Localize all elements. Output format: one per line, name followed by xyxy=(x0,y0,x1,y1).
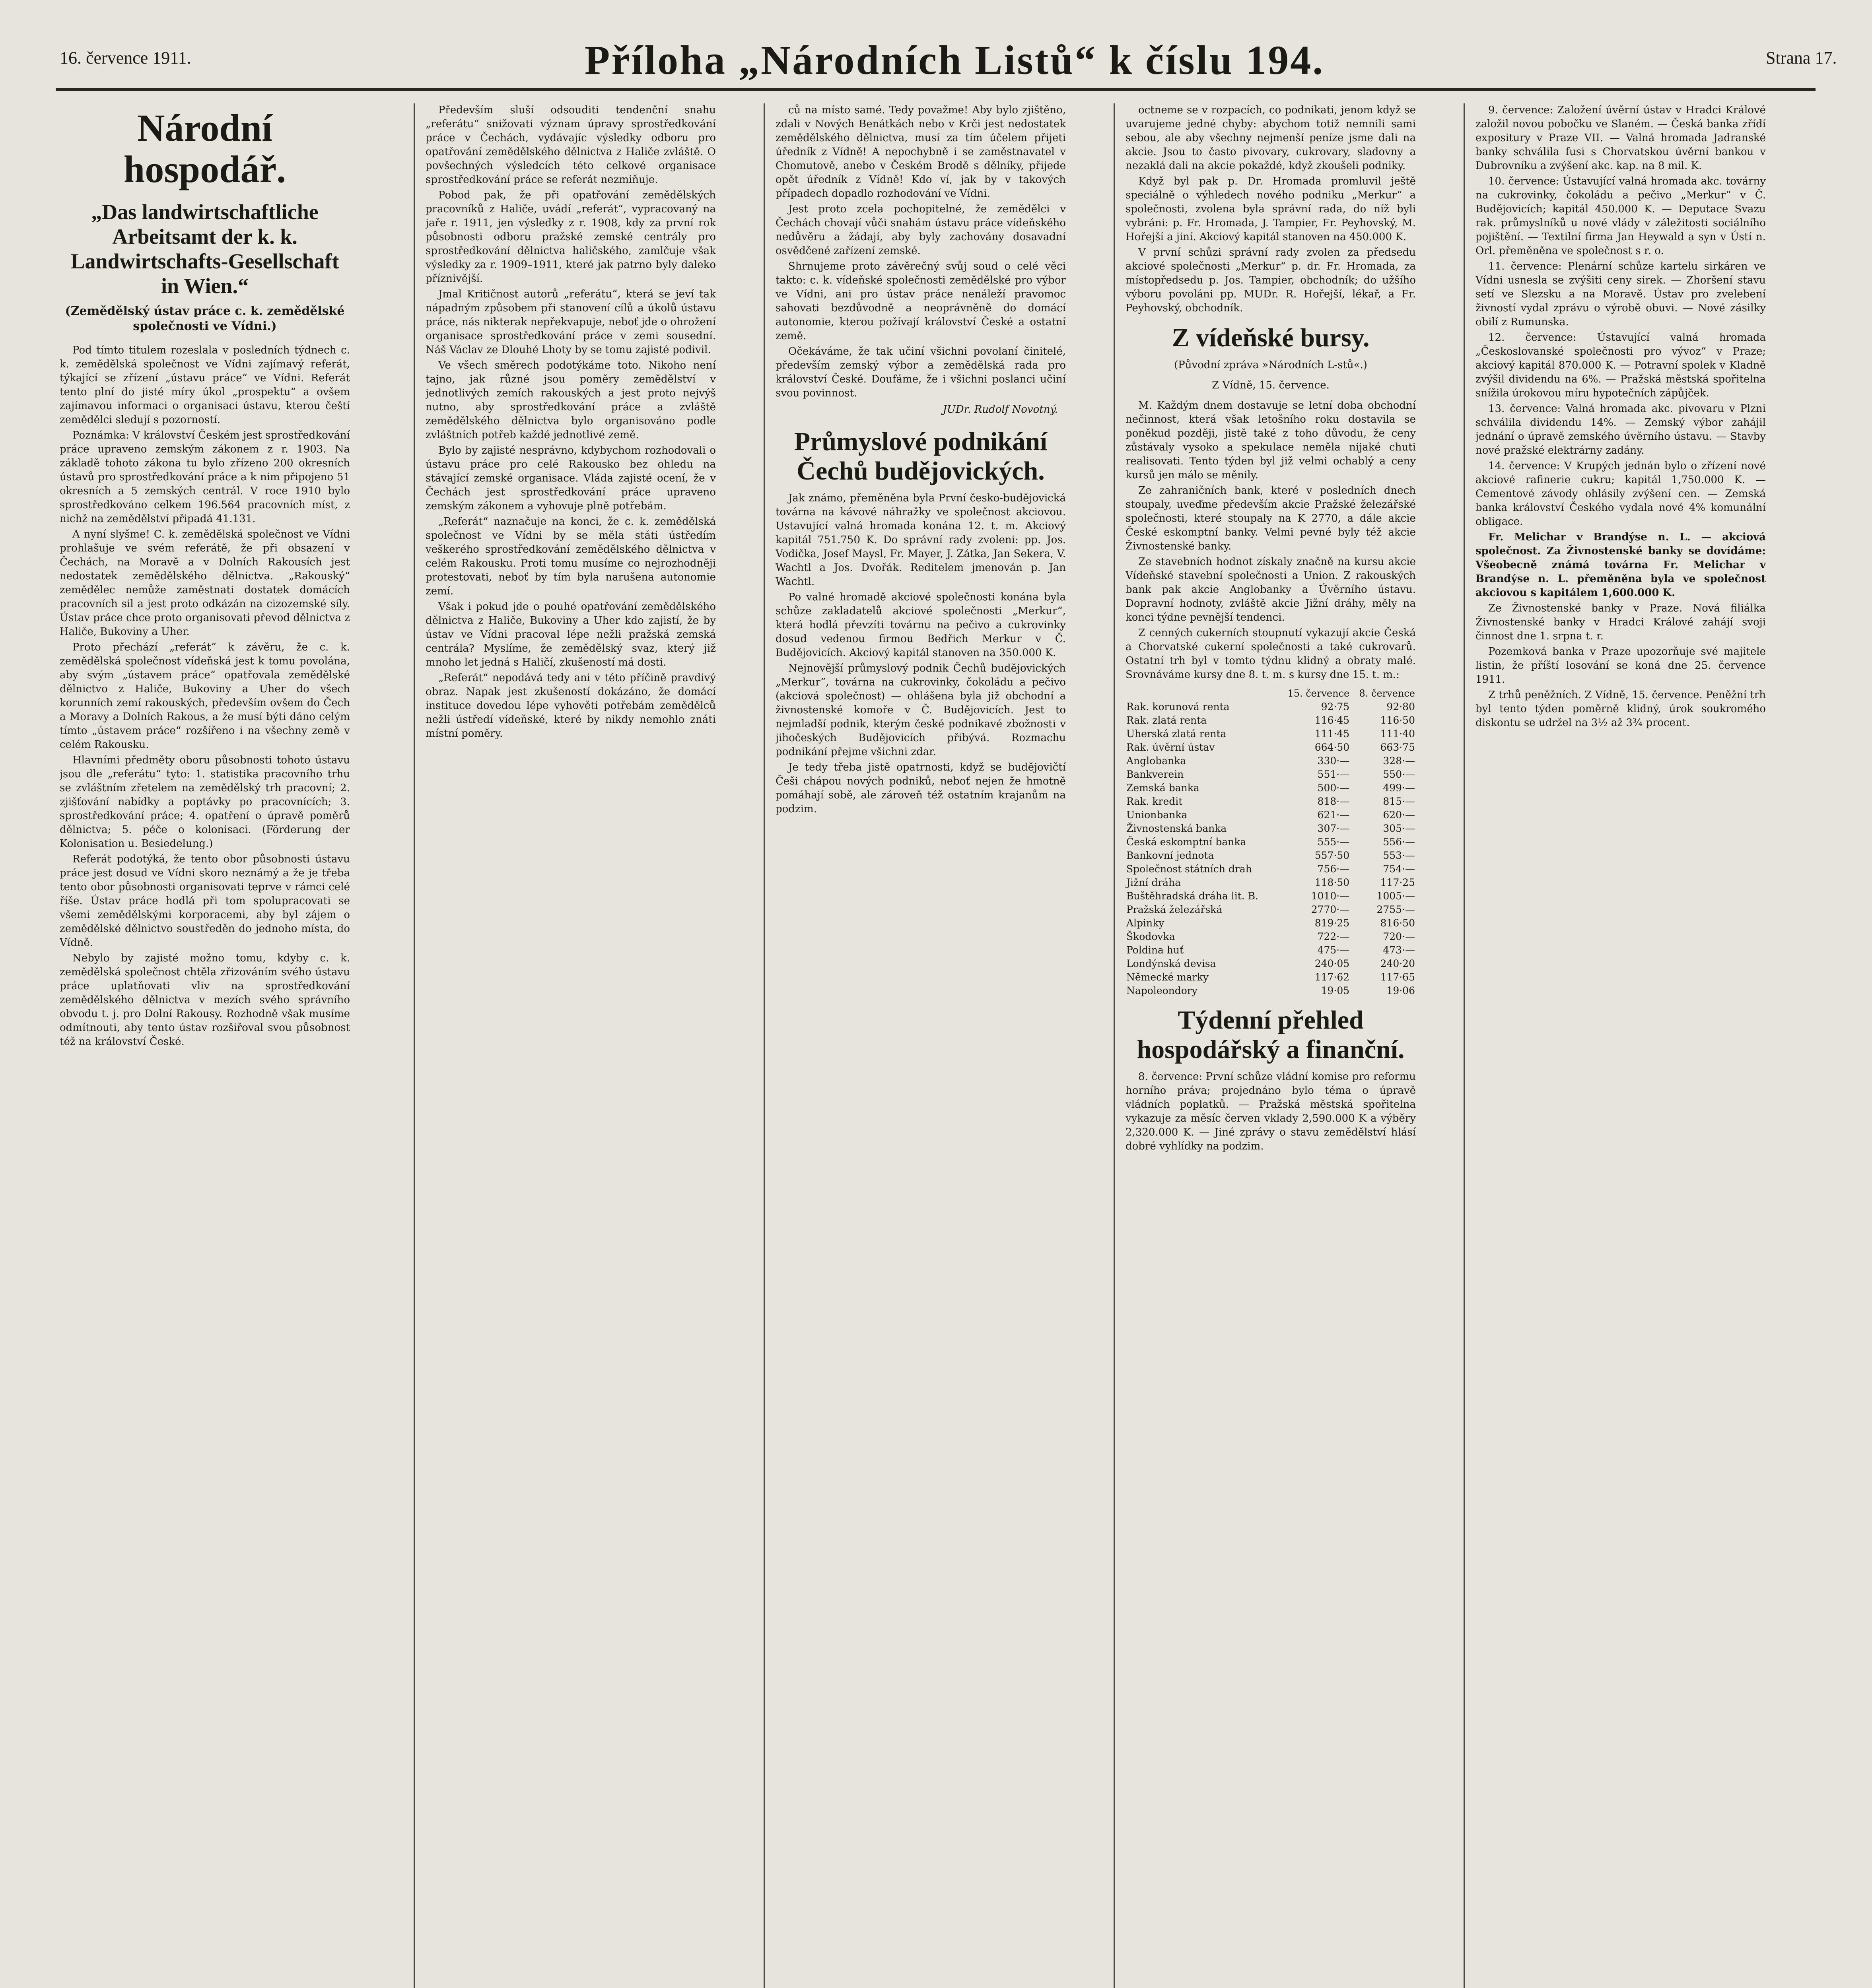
security-name-cell: Pražská železářská xyxy=(1126,904,1223,915)
paragraph: Ze zahraničních bank, které v posledních dnech stoupaly, uveďme především akcie Pražské železářské společnosti, které stoupaly na K 2770, a dále akcie České eskomptní banky. Velmi pevné byly též akcie Živnostenské banky. xyxy=(1126,485,1416,552)
paragraph: V první schůzi správní rady zvolen za předsedu akciové společnosti „Merkur“ p. dr. Fr. Hromada, za místopředsedu p. Jos. Tampier, obchodník; do užšího výboru povoláni pp. MUDr. R. Hořejší, lékař, a Fr. Peyhovský, obchodník. xyxy=(1126,247,1416,314)
column-2 xyxy=(426,103,716,1988)
paragraph: Poznámka: V království Českém jest sprostředkování práce upraveno zemským zákonem z r. 1903. Na základě tohoto zákona tu bylo zřízeno 200 okresních ústavů pro sprostředkování práce a k nim připojeno 51 okresních a 5 zemských centrál. V roce 1910 bylo sprostředkováno celkem 196.564 pracovních míst, z nichž na zemědělství připadá 41.131. xyxy=(60,429,350,525)
article-title: „Das landwirtschaftliche Arbeitsamt der k. k. Landwirtschafts-Gesellschaft in Wien.“ xyxy=(70,200,339,298)
rate-cell: 117·62 xyxy=(1314,971,1350,983)
paragraph: „Referát“ nepodává tedy ani v této příčině pravdivý obraz. Napak jest zkušeností dokázáno, že domácí instituce dovedou lépe vyhověti potřebám zemědělců nežli ústředí vídeňské, které by nikdy nemohlo znáti místní poměry. xyxy=(426,672,716,740)
paragraph: Po valné hromadě akciové společnosti konána byla schůze zakladatelů akciové společnosti „Merkur“, která hodlá převzíti továrnu na pečivo a cukrovinky dosud vedenou firmou Bedřich Merkur v Č. Budějovicích. Akciový kapitál stanoven na 350.000 K. xyxy=(776,591,1066,659)
paragraph: Bylo by zajisté nesprávno, kdybychom rozhodovali o ústavu práce pro celé Rakousko bez ohledu na stávající zemské organisace. Vláda zajisté ocení, že v Čechách jest sprostředkování práce upraveno zemským zákonem a vyhovuje plně potřebám. xyxy=(426,445,716,512)
paragraph: Pobod pak, že při opatřování zemědělských pracovníků z Haliče, uvádí „referát“, vypracovaný na jaře r. 1911, jen výsledky z r. 1908, kdy za první rok působnosti odboru pražské zemské centrály pro sprostředkování dělnictva haličského, zamlčuje však výsledky za r. 1909–1911, které jak patrno byly daleko příznivější. xyxy=(426,189,716,285)
rate-cell: 117·65 xyxy=(1380,971,1415,983)
paragraph: 9. července: Založení úvěrní ústav v Hradci Králové založil novou pobočku ve Slaném. — Česká banka zřídí expositury v Praze VII. — Valná hromada Jadranské banky schválila fusi s Chorvatskou úvěrní bankou v Dubrovníku a zvýšení akc. kap. na 8 mil. K. xyxy=(1475,104,1766,172)
rate-cell: 307·— xyxy=(1317,823,1350,834)
paragraph: Když byl pak p. Dr. Hromada promluvil ještě speciálně o výhledech nového podniku „Merkur“ a společnosti, zvolena byla správní rada, do níž byli vybráni: p. Fr. Hromada, J. Tampier, Fr. Peyhovský, M. Hořejší a jiní. Akciový kapitál stanoven na 450.000 K. xyxy=(1126,175,1416,243)
rate-cell: 815·— xyxy=(1383,796,1415,807)
paragraph: Však i pokud jde o pouhé opatřování zemědělského dělnictva z Haliče, Bukoviny a Uher kdo zajistí, že by ústav ve Vídni pracoval lépe nežli pražská zemská centrála? Myslíme, že zemědělský svaz, který již mnoho let jedná s Haličí, zkušeností má dosti. xyxy=(426,601,716,668)
security-name-cell: Buštěhradská dráha lit. B. xyxy=(1126,890,1258,902)
table-row xyxy=(1126,916,1416,930)
paragraph: 12. července: Ústavující valná hromada „Českoslovanské společnosti pro vývoz“ v Praze; akciový kapitál 870.000 K. — Potravní spolek v Kladně zvýšil dividendu na 6%. — Pražská městská spořitelna snížila úrokovou míru hypotečních zápůjček. xyxy=(1475,332,1766,399)
table-row xyxy=(1126,889,1416,903)
rate-cell: 551·— xyxy=(1317,769,1350,780)
paragraph: Nejnovější průmyslový podnik Čechů budějovických „Merkur“, továrna na cukrovinky, čokoládu a pečivo (akciová společnost) — ohlášena byla již obchodní a živnostenské komoře v Č. Budějovicích. Jest to nejmladší podnik, kterým české podnikavé zbožnosti v jihočeských Budějovicích přibývá. Rozmachu podnikání přejme všichni zdar. xyxy=(776,662,1066,758)
rate-cell: 19·05 xyxy=(1321,985,1350,996)
rate-cell: 556·— xyxy=(1383,836,1415,848)
exchange-rates-body xyxy=(1126,700,1416,998)
paragraph: A nyní slyšme! C. k. zemědělská společnost ve Vídni prohlašuje ve svém referátě, že při obsazení v Čechách, na Moravě a v Dolních Rakousích jest nedostatek zemědělského dělnictva. „Rakouský“ zemědělec nemůže zaměstnati dostatek domácích pracovních sil a jest proto odkázán na cizozemské síly. Ústav práce chce proto organisovati převod dělnictva z Haliče, Bukoviny a Uher. xyxy=(60,528,350,638)
security-name-cell: Zemská banka xyxy=(1126,782,1199,794)
paragraph: Jak známo, přeměněna byla První česko-budějovická továrna na kávové náhražky ve společnost akciovou. Ustavující valná hromada konána 12. t. m. Akciový kapitál 751.750 K. Do správní rady zvoleni: pp. Jos. Vodička, Josef Maysl, Fr. Mayer, J. Zátka, Jan Sekera, V. Wachtl a Jos. Dvořák. Reditelem jmenován p. Jan Wachtl. xyxy=(776,492,1066,588)
paragraph: 13. července: Valná hromada akc. pivovaru v Plzni schválila dividendu 14%. — Zemský výbor zahájil jednání o úpravě zemského úvěrního ústavu. — Stavby nové pražské elektrárny zadány. xyxy=(1475,403,1766,456)
table-row xyxy=(1126,727,1416,741)
section-heading-tydenni-prehled: Týdenní přehled hospodářský a finanční. xyxy=(1137,1006,1405,1064)
paragraph: M. Každým dnem dostavuje se letní doba obchodní nečinnost, která však letošního roku dostavila se poněkud později, jistě také z toho důvodu, že ceny zůstávaly vysoko a spekulace neměla nijaké chuti realisovati. Tento týden byl již velmi ochablý a ceny kursů jen málo se měnily. xyxy=(1126,400,1416,481)
paragraph: 14. července: V Krupých jednán bylo o zřízení nové akciové rafinerie cukru; kapitál 1,750.000 K. — Cementové závody ohlásily zvýšení cen. — Zemská banka království Českého vydala nové 4% komunální obligace. xyxy=(1475,460,1766,528)
table-row xyxy=(1126,930,1416,944)
paragraph: octneme se v rozpacích, co podnikati, jenom když se uvarujeme jedné chyby: abychom totiž nemnili sami sebou, ale aby všechny nejmenší peníze jsme dali na akcie. Jsou to často pivovary, cukrovary, sladovny a nezaklá dali na akcie pokaždé, když zkoušeli podniky. xyxy=(1126,104,1416,172)
paragraph: Ve všech směrech podotýkáme toto. Nikoho není tajno, jak různé jsou poměry zemědělství v jednotlivých zemích rakouských a jest proto nejvýš nutno, aby sprostředkování práce a zvláště zemědělského dělnictva bylo organisováno podle zvláštních potřeb každé jednotlivé země. xyxy=(426,359,716,441)
rate-cell: 722·— xyxy=(1317,931,1350,942)
paragraph: Z trhů peněžních. Z Vídně, 15. července. Peněžní trh byl tento týden poměrně klidný, úrok soukromého diskontu se udržel na 3½ až 3¾ procent. xyxy=(1475,689,1766,729)
section-heading-z-videnske-bursy: Z vídeňské bursy. xyxy=(1172,323,1370,352)
rate-cell: 328·— xyxy=(1383,755,1415,767)
paragraph: Hlavními předměty oboru působnosti tohoto ústavu jsou dle „referátu“ tyto: 1. statistika pracovního trhu se zvláštním zřetelem na zemědělský trh pracovní; 2. zjišťování nabídky a poptávky po pracovnících; 3. sprostředkování práce; 4. opatření o úpravě poměrů dělnictva; 5. péče o kolonisaci. (Förderung der Kolonisation u. Besiedelung.) xyxy=(60,754,350,850)
exchange-rates-table xyxy=(1126,687,1416,998)
rate-cell: 1010·— xyxy=(1311,890,1350,902)
security-name-cell: Rak. úvěrní ústav xyxy=(1126,742,1215,753)
column-divider xyxy=(414,103,415,1988)
paragraph: 8. července: První schůze vládní komise pro reformu horního práva; projednáno bylo téma o úpravě vládních poplatků. — Pražská městská spořitelna vykazuje za měsíc červen vklady 2,590.000 K a výběry 2,320.000 K. — Jiné zprávy o stavu zemědělství hlásí dobré vyhlídky na podzim. xyxy=(1126,1071,1416,1152)
rate-cell: 19·06 xyxy=(1386,985,1415,996)
table-row xyxy=(1126,741,1416,754)
column-divider xyxy=(1464,103,1465,1988)
rate-cell: 118·50 xyxy=(1314,877,1350,888)
paragraph: Nebylo by zajisté možno tomu, kdyby c. k. zemědělská společnost chtěla zřizováním svého ústavu práce uplatňovati vliv na sprostředkování zemědělského dělnictva v mezích svého správního obvodu t. j. pro Dolní Rakousy. Rozhodně však musíme odmítnouti, aby tento ústav rozšiřoval svou působnost též na království České. xyxy=(60,952,350,1048)
section-heading-prumyslove-podnikani: Průmyslové podnikání Čechů budějovických. xyxy=(794,427,1048,485)
security-name-cell: Bankovní jednota xyxy=(1126,850,1214,861)
paragraph: „Referát“ naznačuje na konci, že c. k. zemědělská společnost ve Vídni by se měla státi ústředím veškerého sprostředkování zemědělského dělnictva v celém Rakousku. Proti tomu musíme co nejrozhodněji protestovati, neboť by tím byla narušena autonomie zemí. xyxy=(426,516,716,597)
security-name-cell: Napoleondory xyxy=(1126,985,1197,996)
author-signature: JUDr. Rudolf Novotný. xyxy=(943,404,1058,415)
table-row xyxy=(1126,862,1416,876)
rate-cell: 499·— xyxy=(1383,782,1415,794)
paragraph: 10. července: Ústavující valná hromada akc. továrny na cukrovinky, čokoládu a pečivo „Merkur“ v Č. Budějovicích; kapitál 450.000 K. — Deputace Svazu rak. průmyslníků u nové vlády v záležitosti sociálního pojištění. — Textilní firma Jan Heywald a syn v Ústí n. Orl. přeměněna ve společnost s r. o. xyxy=(1475,175,1766,257)
table-row xyxy=(1126,781,1416,795)
table-header-cell: 15. července xyxy=(1287,688,1350,699)
masthead-date: 16. července 1911. xyxy=(60,48,191,68)
table-row xyxy=(1126,754,1416,768)
rate-cell: 553·— xyxy=(1383,850,1415,861)
masthead-title: Příloha „Národních Listů“ k číslu 194. xyxy=(584,37,1325,83)
table-header-row xyxy=(1126,687,1416,700)
table-row xyxy=(1126,903,1416,916)
rate-cell: 555·— xyxy=(1317,836,1350,848)
security-name-cell: Anglobanka xyxy=(1126,755,1186,767)
paragraph: Pozemková banka v Praze upozorňuje své majitele listin, že příští losování se koná dne 25. července 1911. xyxy=(1475,646,1766,685)
section-heading-narodni-hospodar: Národní hospodář. xyxy=(123,107,286,190)
table-row xyxy=(1126,795,1416,808)
table-row xyxy=(1126,944,1416,957)
table-row xyxy=(1126,876,1416,889)
security-name-cell: Bankverein xyxy=(1126,769,1184,780)
security-name-cell: Rak. kredit xyxy=(1126,796,1183,807)
paragraph: Proto přechází „referát“ k závěru, že c. k. zemědělská společnost vídeňská jest k tomu povolána, aby svým „ústavem práce“ opatřovala zemědělské dělnictvo z Haliče, Bukoviny a Uher do všech korunních zemí rakouských, především ovšem do Čech a Moravy a Dolních Rakous, a že musí býti dáno celým tímto „ústavem práce“ rozšířeno i na všechny země v celém Rakousku. xyxy=(60,641,350,751)
rate-cell: 117·25 xyxy=(1380,877,1415,888)
rate-cell: 754·— xyxy=(1383,863,1415,875)
rate-cell: 550·— xyxy=(1383,769,1415,780)
rate-cell: 2770·— xyxy=(1311,904,1350,915)
rate-cell: 475·— xyxy=(1317,944,1350,956)
paragraph: Fr. Melichar v Brandýse n. L. — akciová společnost. Za Živnostenské banky se dovídáme: Všeobecně známá továrna Fr. Melichar v Brandýse n. L. přeměněna byla ve společnost akciovou s kapitálem 1,600.000 K. xyxy=(1475,531,1766,599)
column-5 xyxy=(1475,103,1766,1988)
paragraph: Ze Živnostenské banky v Praze. Nová filiálka Živnostenské banky v Hradci Králové zahájí svoji činnost dne 1. srpna t. r. xyxy=(1475,602,1766,642)
rate-cell: 816·50 xyxy=(1380,917,1415,929)
rate-cell: 818·— xyxy=(1317,796,1350,807)
column-divider xyxy=(764,103,765,1988)
paragraph: Očekáváme, že tak učiní všichni povolaní činitelé, především zemský výbor a zemědělská rada pro království České. Doufáme, že i všichni poslanci učiní svou povinnost. xyxy=(776,346,1066,399)
security-name-cell: Česká eskomptní banka xyxy=(1126,836,1246,848)
rate-cell: 240·20 xyxy=(1380,958,1415,969)
table-header-cell: 8. července xyxy=(1359,688,1415,699)
security-name-cell: Alpinky xyxy=(1126,917,1164,929)
paragraph: Pod tímto titulem rozeslala v posledních týdnech c. k. zemědělská společnost ve Vídni zajímavý referát, týkající se zřízení „ústavu práce“ ve Vídni. Referát tento plní do jisté míry úkol „prospektu“ a ovšem zajímavou informaci o organisaci ústavu, kterou čeští zemědělci sledují s pozorností. xyxy=(60,344,350,426)
security-name-cell: Jižní dráha xyxy=(1126,877,1181,888)
security-name-cell: Londýnská devisa xyxy=(1126,958,1216,969)
article-dateline: Z Vídně, 15. července. xyxy=(1212,379,1330,391)
rate-cell: 663·75 xyxy=(1380,742,1415,753)
security-name-cell: Unionbanka xyxy=(1126,809,1188,821)
security-name-cell: Rak. korunová renta xyxy=(1126,701,1230,712)
table-row xyxy=(1126,957,1416,971)
table-row xyxy=(1126,768,1416,781)
paragraph: ců na místo samé. Tedy považme! Aby bylo zjištěno, zdali v Nových Benátkách nebo v Krči jest nedostatek zemědělského dělnictva, musí za tím účelem přijeti úředník z Vídně! A nepochybně i se zaměstnavatel v Chomutově, anebo v Českém Brodě s dělníky, přijede opět úředník z Vídně! Kdo ví, jak by v takových případech dopadlo rozhodování ve Vídni. xyxy=(776,104,1066,200)
table-row xyxy=(1126,971,1416,984)
rate-cell: 330·— xyxy=(1317,755,1350,767)
paragraph: Shrnujeme proto závěrečný svůj soud o celé věci takto: c. k. vídeňské společnosti zemědělské pro výbor ve Vídni, ani pro ústav práce nenáleží pravomoc sahovati bezdůvodně a neoprávněně do domácí autonomie, kterou požívají království České a ostatní země. xyxy=(776,260,1066,342)
rate-cell: 664·50 xyxy=(1314,742,1350,753)
rate-cell: 620·— xyxy=(1383,809,1415,821)
security-name-cell: Společnost státních drah xyxy=(1126,863,1252,875)
table-row xyxy=(1126,822,1416,835)
rate-cell: 1005·— xyxy=(1376,890,1415,902)
column-3 xyxy=(776,103,1066,1988)
column-divider xyxy=(1114,103,1115,1988)
security-name-cell: Rak. zlatá renta xyxy=(1126,714,1207,726)
table-row xyxy=(1126,849,1416,862)
table-row xyxy=(1126,714,1416,727)
rate-cell: 116·45 xyxy=(1314,714,1350,726)
table-row xyxy=(1126,700,1416,714)
rate-cell: 500·— xyxy=(1317,782,1350,794)
paragraph: Referát podotýká, že tento obor působnosti ústavu práce jest dosud ve Vídni skoro neznámý a že je třeba tento obor působnosti organisovati teprve v rámci celé říše. Ústav práce hodlá při tom spolupracovati se všemi zemědělskými korporacemi, aby byl zájem o zemědělské dělnictvo soustředěn do jednoho místa, do Vídně. xyxy=(60,853,350,949)
security-name-cell: Škodovka xyxy=(1126,931,1175,942)
rate-cell: 720·— xyxy=(1383,931,1415,942)
column-1 xyxy=(60,103,350,1988)
rate-cell: 305·— xyxy=(1383,823,1415,834)
security-name-cell: Uherská zlatá renta xyxy=(1126,728,1227,740)
rate-cell: 92·75 xyxy=(1321,701,1350,712)
table-row xyxy=(1126,835,1416,849)
table-row xyxy=(1126,984,1416,998)
rate-cell: 819·25 xyxy=(1314,917,1350,929)
rate-cell: 473·— xyxy=(1383,944,1415,956)
paragraph: Především sluší odsouditi tendenční snahu „referátu“ snižovati význam úpravy sprostředkování práce v Čechách, vydávajíc výsledky odboru pro opatřování zemědělského dělnictva z Haliče zvláště. O povšechných výsledcích této celkové organisace sprostředkování práce se referát nezmiňuje. xyxy=(426,104,716,186)
masthead-page-number: Strana 17. xyxy=(1766,48,1837,68)
rate-cell: 756·— xyxy=(1317,863,1350,875)
table-row xyxy=(1126,808,1416,822)
security-name-cell: Živnostenská banka xyxy=(1126,823,1227,834)
security-name-cell: Poldina huť xyxy=(1126,944,1184,956)
masthead-rule xyxy=(56,88,1816,91)
rate-cell: 92·80 xyxy=(1386,701,1415,712)
rate-cell: 116·50 xyxy=(1380,714,1415,726)
paragraph: 11. července: Plenární schůze kartelu sirkáren ve Vídni usnesla se zvýšiti ceny sirek. — Zhoršení stavu setí ve Slezsku a na Moravě. Ústav pro zvelebení živností vydal zprávu o výrobě obuvi. — Nové zásilky obilí z Rumunska. xyxy=(1475,260,1766,328)
paragraph: Z cenných cukerních stoupnutí vykazují akcie Česká a Chorvatské cukerní společnosti a také cukrovarů. Ostatní trh byl v tomto týdnu klidný a obraty malé. Srovnáváme kursy dne 8. t. m. s kursy dne 15. t. m.: xyxy=(1126,627,1416,681)
article-source-line: (Původní zpráva »Národních L-stů«.) xyxy=(1174,359,1367,371)
paragraph: Ze stavebních hodnot získaly značně na kursu akcie Vídeňské stavební společnosti a Union. Z rakouských bank pak akcie Anglobanky a Úvěrního ústavu. Dopravní hodnoty, zvláště akcie Jižní dráhy, měly na konci týdne pevnější tendenci. xyxy=(1126,556,1416,623)
rate-cell: 557·50 xyxy=(1314,850,1350,861)
paragraph: Je tedy třeba jistě opatrnosti, když se budějovičtí Češi chápou nových podniků, neboť nejen že hmotně pomáhají sobě, ale zároveň též ostatním krajanům na podzim. xyxy=(776,761,1066,815)
rate-cell: 111·45 xyxy=(1314,728,1350,740)
article-subtitle: (Zemědělský ústav práce c. k. zemědělské společnosti ve Vídni.) xyxy=(65,304,345,333)
column-4 xyxy=(1126,103,1416,1988)
rate-cell: 111·40 xyxy=(1380,728,1415,740)
paragraph: Jest proto zcela pochopitelné, že zemědělci v Čechách chovají vůči snahám ústavu práce vídeňského nedůvěru a žádají, aby byly zachovány dosavadní osvědčené zařízení zemské. xyxy=(776,203,1066,257)
rate-cell: 240·05 xyxy=(1314,958,1350,969)
paragraph: Jmal Kritičnost autorů „referátu“, která se jeví tak nápadným způsobem při stanovení cílů a úkolů ústavu práce, nás nikterak nepřekvapuje, neboť jde o ohrožení organisace sprostředkování práce v zemi sousední. Náš Václav ze Dlouhé Lhoty by se tomu zajisté podivil. xyxy=(426,288,716,356)
rate-cell: 621·— xyxy=(1317,809,1350,821)
security-name-cell: Německé marky xyxy=(1126,971,1209,983)
rate-cell: 2755·— xyxy=(1376,904,1415,915)
